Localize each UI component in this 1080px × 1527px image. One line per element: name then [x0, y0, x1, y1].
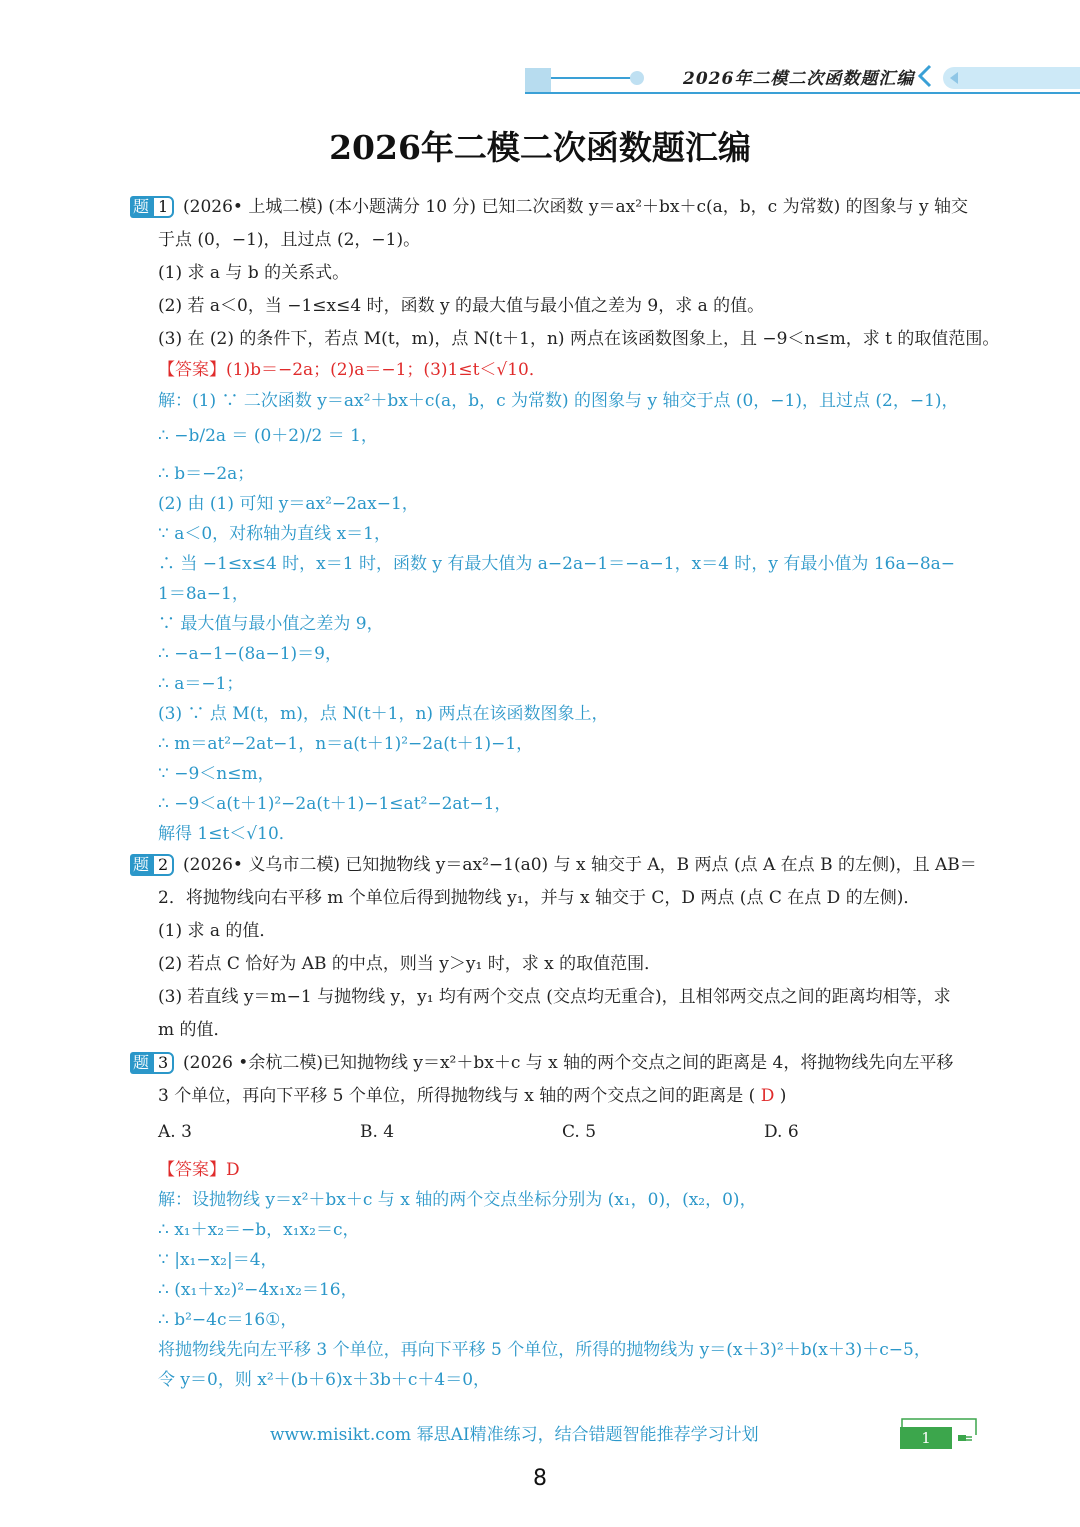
header-decor-pill: [943, 67, 1080, 89]
q3-solution-line: ∴ b²−4c＝16①，: [158, 1310, 298, 1330]
triangle-left-icon: [950, 72, 958, 84]
q3-solution-line: ∴ (x₁＋x₂)²−4x₁x₂＝16，: [158, 1280, 358, 1300]
q1-solution-line: ∴ −a−1−(8a−1)＝9，: [158, 644, 342, 664]
q3-solution-line: 令 y＝0，则 x²＋(b＋6)x＋3b＋c＋4＝0，: [158, 1370, 491, 1390]
chevron-left-icon: [912, 62, 938, 90]
q3-answer: 【答案】D: [158, 1160, 240, 1180]
q3-line-text: 3 个单位，再向下平移 5 个单位，所得抛物线与 x 轴的两个交点之间的距离是 (: [158, 1086, 761, 1106]
q1-solution-line: 解：(1) ∵ 二次函数 y＝ax²＋bx＋c(a，b，c 为常数) 的图象与 y 轴交于点 (0，−1)，且过点 (2，−1)，: [158, 391, 959, 411]
q1-solution-line: ∵ 最大值与最小值之差为 9，: [158, 614, 384, 634]
q1-answer: 【答案】(1)b＝−2a；(2)a＝−1；(3)1≤t＜√10．: [158, 360, 546, 380]
header-title: 2026年二模二次函数题汇编: [683, 69, 915, 89]
option-c: C. 5: [562, 1122, 597, 1142]
q2-line: (1) 求 a 的值．: [158, 921, 277, 941]
question-badge-1: [130, 195, 174, 219]
q3-solution-line: ∴ x₁＋x₂＝−b，x₁x₂＝c，: [158, 1220, 360, 1240]
header-decor-square: [525, 68, 551, 92]
q1-solution-line: 解得 1≤t＜√10．: [158, 824, 296, 844]
q1-solution-line: ∴ b＝−2a；: [158, 464, 255, 484]
q3-solution-line: 将抛物线先向左平移 3 个单位，再向下平移 5 个单位，所得的抛物线为 y＝(x＋3)²＋b(x＋3)＋c−5，: [158, 1340, 931, 1360]
q1-solution-line: ∴ a＝−1；: [158, 674, 244, 694]
q1-line: (2) 若 a＜0，当 −1≤x≤4 时，函数 y 的最大值与最小值之差为 9，求 a 的值。: [158, 296, 765, 316]
q1-solution-line: ∴ −9＜a(t＋1)²−2a(t＋1)−1≤at²−2at−1，: [158, 794, 512, 814]
question-badge-number: 3: [152, 1052, 174, 1074]
q1-solution-line: ∵ −9＜n≤m，: [158, 764, 275, 784]
option-d: D. 6: [764, 1122, 799, 1142]
question-badge-label: 题: [130, 1052, 152, 1074]
header-decor-line: [551, 77, 633, 79]
q1-solution-line: ∴ −b/2a ＝ (0＋2)/2 ＝ 1，: [158, 426, 378, 446]
q1-solution-line: ∴ m＝at²−2at−1，n＝a(t＋1)²−2a(t＋1)−1，: [158, 734, 534, 754]
page-title: 2026年二模二次函数题汇编: [329, 128, 751, 167]
question-badge-label: 题: [130, 196, 152, 218]
page-number: 8: [533, 1466, 547, 1491]
q1-solution-line: ∵ a＜0，对称轴为直线 x＝1，: [158, 524, 391, 544]
q1-solution-line: ∴ 当 −1≤x≤4 时，x＝1 时，函数 y 有最大值为 a−2a−1＝−a−1，x＝4 时，y 有最小值为 16a−8a−: [158, 554, 956, 574]
q1-solution-line: (3) ∵ 点 M(t，m)，点 N(t＋1，n) 两点在该函数图象上，: [158, 704, 609, 724]
header-rule: [525, 92, 1080, 94]
q2-line: (2) 若点 C 恰好为 AB 的中点，则当 y＞y₁ 时，求 x 的取值范围．: [158, 954, 662, 974]
footer-box-number: 1: [921, 1429, 931, 1447]
q3-line: [158, 1085, 786, 1107]
q3-blank-answer: D: [760, 1086, 775, 1106]
q1-line: (3) 在 (2) 的条件下，若点 M(t，m)，点 N(t＋1，n) 两点在该函数图象上，且 −9＜n≤m，求 t 的取值范围。: [158, 329, 1000, 349]
question-badge-2: [130, 853, 174, 877]
q1-solution-line: 1＝8a−1，: [158, 584, 249, 604]
q2-line: (2026• 义乌市二模) 已知抛物线 y＝ax²−1(a0) 与 x 轴交于 A，B 两点 (点 A 在点 B 的左侧)，且 AB＝: [183, 855, 977, 875]
q1-line: 于点 (0，−1)，且过点 (2，−1)。: [158, 230, 421, 250]
q1-line: (2026• 上城二模) (本小题满分 10 分) 已知二次函数 y＝ax²＋bx＋c(a，b，c 为常数) 的图象与 y 轴交: [183, 197, 969, 217]
header-decor-dot: [630, 71, 644, 85]
q3-line: (2026 •余杭二模)已知抛物线 y＝x²＋bx＋c 与 x 轴的两个交点之间的距离是 4，将抛物线先向左平移: [183, 1053, 954, 1073]
q2-line: m 的值．: [158, 1020, 231, 1040]
q1-solution-line: (2) 由 (1) 可知 y＝ax²−2ax−1，: [158, 494, 419, 514]
q3-blank-close: ): [774, 1086, 787, 1106]
q2-line: (3) 若直线 y＝m−1 与抛物线 y，y₁ 均有两个交点 (交点均无重合)，且相邻两交点之间的距离均相等，求: [158, 987, 951, 1007]
q3-solution-line: ∵ |x₁−x₂|＝4，: [158, 1250, 278, 1270]
q3-solution-line: 解：设抛物线 y＝x²＋bx＋c 与 x 轴的两个交点坐标分别为 (x₁，0)，(x₂，0)，: [158, 1190, 757, 1210]
footer-page-box: [900, 1417, 978, 1449]
option-a: A. 3: [158, 1122, 192, 1142]
q2-line: 2．将抛物线向右平移 m 个单位后得到抛物线 y₁，并与 x 轴交于 C，D 两点 (点 C 在点 D 的左侧)．: [158, 888, 921, 908]
question-badge-label: 题: [130, 854, 152, 876]
question-badge-number: 1: [152, 196, 174, 218]
option-b: B. 4: [360, 1122, 395, 1142]
q1-line: (1) 求 a 与 b 的关系式。: [158, 263, 350, 283]
footer-link[interactable]: www.misikt.com 幂思AI精准练习，结合错题智能推荐学习计划: [270, 1425, 759, 1445]
question-badge-number: 2: [152, 854, 174, 876]
question-badge-3: [130, 1051, 174, 1075]
